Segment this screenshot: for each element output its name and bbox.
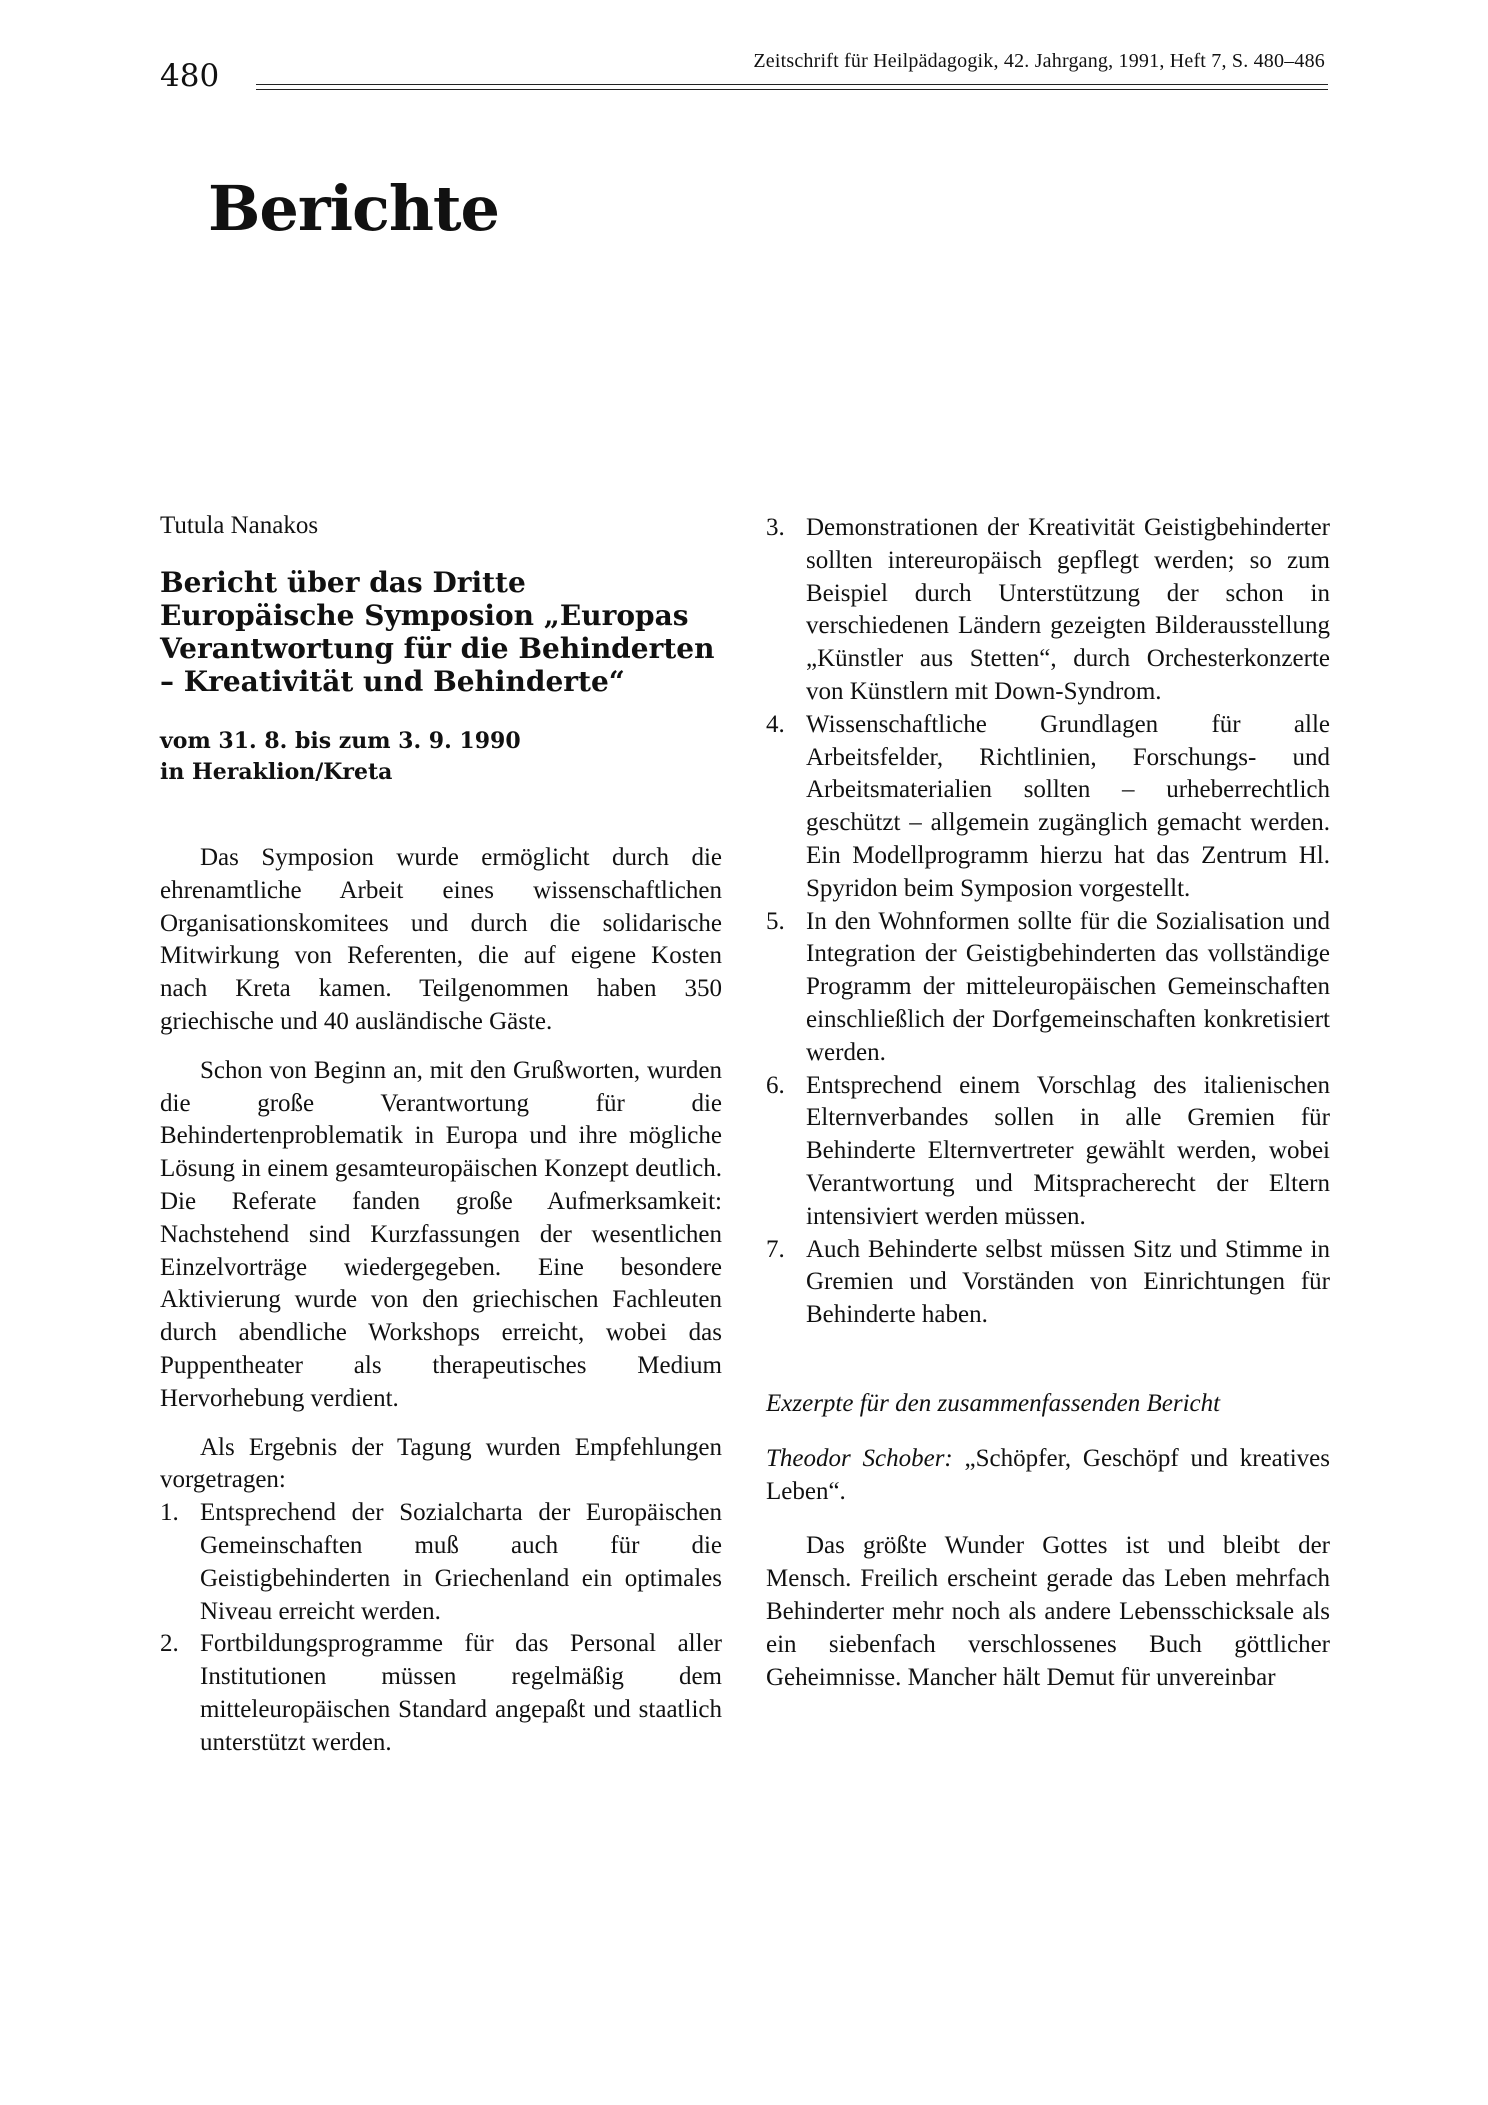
- list-item-number: 4.: [766, 710, 785, 738]
- list-item: [766, 1070, 1330, 1234]
- list-item-number: 2.: [160, 1630, 179, 1658]
- article-date: vom 31. 8. bis zum 3. 9. 1990: [160, 728, 521, 754]
- article-date-place: [160, 726, 722, 788]
- list-item-number: 3.: [766, 514, 785, 541]
- list-item-text: In den Wohnformen sollte für die Sozialisation und Integration der Geistigbehinderten das vollständige Programm der mitteleuropäischen Gemeinschaften einschließlich der Dorfgemeinschaften konkretisiert werden.: [806, 907, 1330, 1066]
- list-item: [766, 709, 1330, 906]
- list-item: [766, 1234, 1330, 1332]
- article-title: Bericht über das Dritte Europäische Symposion „Europas Verantwortung für die Behinderten – Kreativität und Behinderte“: [160, 566, 715, 698]
- list-item: [160, 1628, 722, 1759]
- excerpt-paragraph: Das größte Wunder Gottes ist und bleibt der Mensch. Freilich erscheint gerade das Leben mehrfach Behinderter mehr noch als andere Lebensschicksale als ein siebenfach verschlossenes Buch göttlicher Geheimnisse. Mancher hält Demut für unvereinbar: [766, 1532, 1330, 1691]
- paragraph-3: Als Ergebnis der Tagung wurden Empfehlungen vorgetragen:: [160, 1433, 722, 1494]
- recommendation-list-right: [766, 512, 1330, 1332]
- speaker-name: Theodor Schober:: [766, 1444, 953, 1472]
- list-item-number: 6.: [766, 1071, 785, 1099]
- list-item: [766, 906, 1330, 1070]
- list-item-number: 1.: [160, 1499, 179, 1527]
- section-title: Berichte: [208, 172, 499, 245]
- list-item-text: Entsprechend einem Vorschlag des italienischen Elternverbandes sollen in alle Gremien für Behinderte Elternvertreter gewählt werden, wobei Verantwortung und Mitspracherecht der Eltern intensiviert werden müssen.: [806, 1071, 1330, 1230]
- article-author: Tutula Nanakos: [160, 512, 319, 539]
- list-item-text: Entsprechend der Sozialcharta der Europäischen Gemeinschaften muß auch für die Geistigbehinderten in Griechenland ein optimales Niveau erreicht werden.: [200, 1499, 722, 1625]
- article-place: in Heraklion/Kreta: [160, 759, 393, 785]
- list-item: [160, 1497, 722, 1628]
- list-item-text: Wissenschaftliche Grundlagen für alle Arbeitsfelder, Richtlinien, Forschungs- und Arbeitsmaterialien sollten – urheberrechtlich geschützt – allgemein zugänglich gemacht werden. Ein Modellprogramm hierzu hat das Zentrum Hl. Spyridon beim Symposion vorgestellt.: [806, 710, 1330, 902]
- paragraph-2: Schon von Beginn an, mit den Grußworten, wurden die große Verantwortung für die Behindertenproblematik in Europa und ihre mögliche Lösung in einem gesamteuropäischen Konzept deutlich. Die Referate fanden große Aufmerksamkeit: Nachstehend sind Kurzfassungen der wesentlichen Einzelvorträge wiedergegeben. Eine besondere Aktivierung wurde von den griechischen Fachleuten durch abendliche Workshops erreicht, wobei das Puppentheater als therapeutisches Medium Hervorhebung verdient.: [160, 1056, 722, 1412]
- list-item-text: Fortbildungsprogramme für das Personal aller Institutionen müssen regelmäßig dem mitteleuropäischen Standard angepaßt und staatlich unterstützt werden.: [200, 1630, 722, 1756]
- right-column-body: [766, 512, 1330, 1694]
- list-item-number: 7.: [766, 1235, 785, 1263]
- talk-title: „Schöpfer, Geschöpf und kreatives Leben“.: [766, 1444, 1330, 1505]
- header-rule-bottom: [256, 89, 1328, 90]
- excerpt-heading: Exzerpte für den zusammenfassenden Bericht: [766, 1389, 1221, 1417]
- list-item-number: 5.: [766, 907, 785, 935]
- list-item-text: Demonstrationen der Kreativität Geistigbehinderter sollten intereuropäisch gepflegt werden; so zum Beispiel durch Unterstützung der schon in verschiedenen Ländern gezeigten Bilderausstellung „Künstler aus Stetten“, durch Orchesterkonzerte von Künstlern mit Down-Syndrom.: [806, 514, 1330, 705]
- list-item-text: Auch Behinderte selbst müssen Sitz und Stimme in Gremien und Vorständen von Einrichtungen für Behinderte haben.: [806, 1235, 1330, 1329]
- paragraph-1: Das Symposion wurde ermöglicht durch die ehrenamtliche Arbeit eines wissenschaftlichen Organisationskomitees und durch die solidarische Mitwirkung von Referenten, die auf eigene Kosten nach Kreta kamen. Teilgenommen haben 350 griechische und 40 ausländische Gäste.: [160, 844, 722, 1035]
- page-number: 480: [160, 58, 220, 94]
- recommendation-list-left: [160, 1497, 722, 1759]
- running-head: Zeitschrift für Heilpädagogik, 42. Jahrgang, 1991, Heft 7, S. 480–486: [753, 50, 1325, 72]
- left-column-body: [160, 842, 722, 1760]
- header-rule-top: [256, 84, 1328, 85]
- talk-reference: [766, 1443, 1330, 1509]
- list-item: [766, 512, 1330, 709]
